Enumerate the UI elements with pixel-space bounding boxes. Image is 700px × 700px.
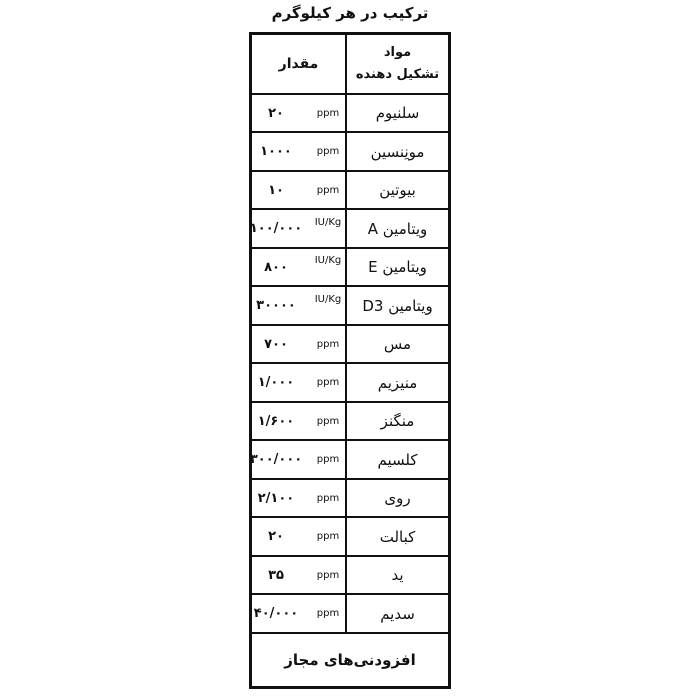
amount-value: ۱/۶۰۰ (257, 413, 295, 429)
ingredient-name: سلنیوم (375, 104, 420, 122)
unit-label: IU/Kg (314, 293, 342, 305)
amount-value: ۳۵ (268, 567, 284, 583)
ingredient-name: مونِنسین (370, 142, 425, 161)
unit-label: ppm (316, 454, 340, 465)
unit-label: IU/Kg (314, 255, 342, 266)
ingredient-name: روی (384, 489, 411, 507)
table-row (249, 211, 448, 249)
amount-value: ۳۰۰۰۰ (256, 298, 296, 313)
table-row (252, 519, 448, 557)
ingredient-name: منیزیم (377, 373, 418, 392)
header-amount: مقدار (278, 56, 319, 72)
table-header (252, 35, 448, 95)
table-row (252, 326, 448, 364)
ingredient-name: منگنز (380, 412, 415, 430)
ingredient-name: بیوتین (379, 181, 416, 199)
table-row (252, 134, 448, 172)
unit-label: ppm (316, 415, 340, 427)
amount-value: ۴۰/۰۰۰ (253, 606, 299, 621)
unit-label: ppm (316, 146, 340, 157)
ingredient-name: ویتامین E (368, 258, 427, 276)
footer-note: افزودنی‌های مجاز (284, 651, 416, 669)
unit-label: ppm (316, 184, 340, 196)
ingredient-name: ویتامین D3 (362, 296, 433, 315)
ingredient-name: مس (383, 335, 412, 353)
amount-value: ۱۰ (268, 182, 284, 198)
table-row (252, 557, 448, 595)
header-ingredients-line2: تشکیل دهنده (355, 67, 440, 82)
table-row (252, 596, 448, 634)
amount-value: ۲۰ (268, 105, 284, 121)
table-row (252, 365, 448, 403)
unit-label: ppm (316, 569, 340, 581)
table-title: ترکیب در هر کیلوگرم (271, 4, 429, 22)
ingredient-name: کبالت (379, 527, 416, 546)
ingredient-name: ید (391, 566, 404, 584)
amount-value: ۱/۰۰۰ (257, 375, 295, 390)
table-row (252, 95, 448, 133)
unit-label: ppm (316, 377, 340, 388)
header-ingredients (347, 35, 448, 93)
ingredient-name: ویتامین A (367, 219, 428, 238)
ingredient-name: کلسیم (377, 450, 418, 469)
unit-label: IU/Kg (314, 216, 342, 228)
table-row (249, 442, 448, 480)
unit-label: ppm (316, 107, 340, 119)
header-ingredients-line1: مواد (383, 45, 412, 60)
table-row (252, 172, 448, 210)
table-row (252, 288, 448, 326)
amount-value: ۲۰ (268, 529, 284, 544)
composition-table (249, 32, 451, 689)
unit-label: ppm (316, 492, 340, 504)
amount-value: ۱۰۰۰ (260, 144, 292, 159)
table-row (252, 480, 448, 518)
unit-label: ppm (316, 608, 340, 619)
amount-value: ۳۰۰/۰۰۰ (249, 452, 303, 467)
ingredient-name: سدیم (380, 604, 415, 623)
table-row (252, 249, 448, 287)
table-row (252, 403, 448, 441)
unit-label: ppm (316, 338, 340, 350)
amount-value: ۷۰۰ (264, 336, 288, 352)
amount-value: ۸۰۰ (264, 259, 288, 275)
amount-value: ۱۰۰/۰۰۰ (249, 221, 303, 236)
amount-value: ۲/۱۰۰ (257, 490, 295, 506)
unit-label: ppm (316, 531, 340, 542)
